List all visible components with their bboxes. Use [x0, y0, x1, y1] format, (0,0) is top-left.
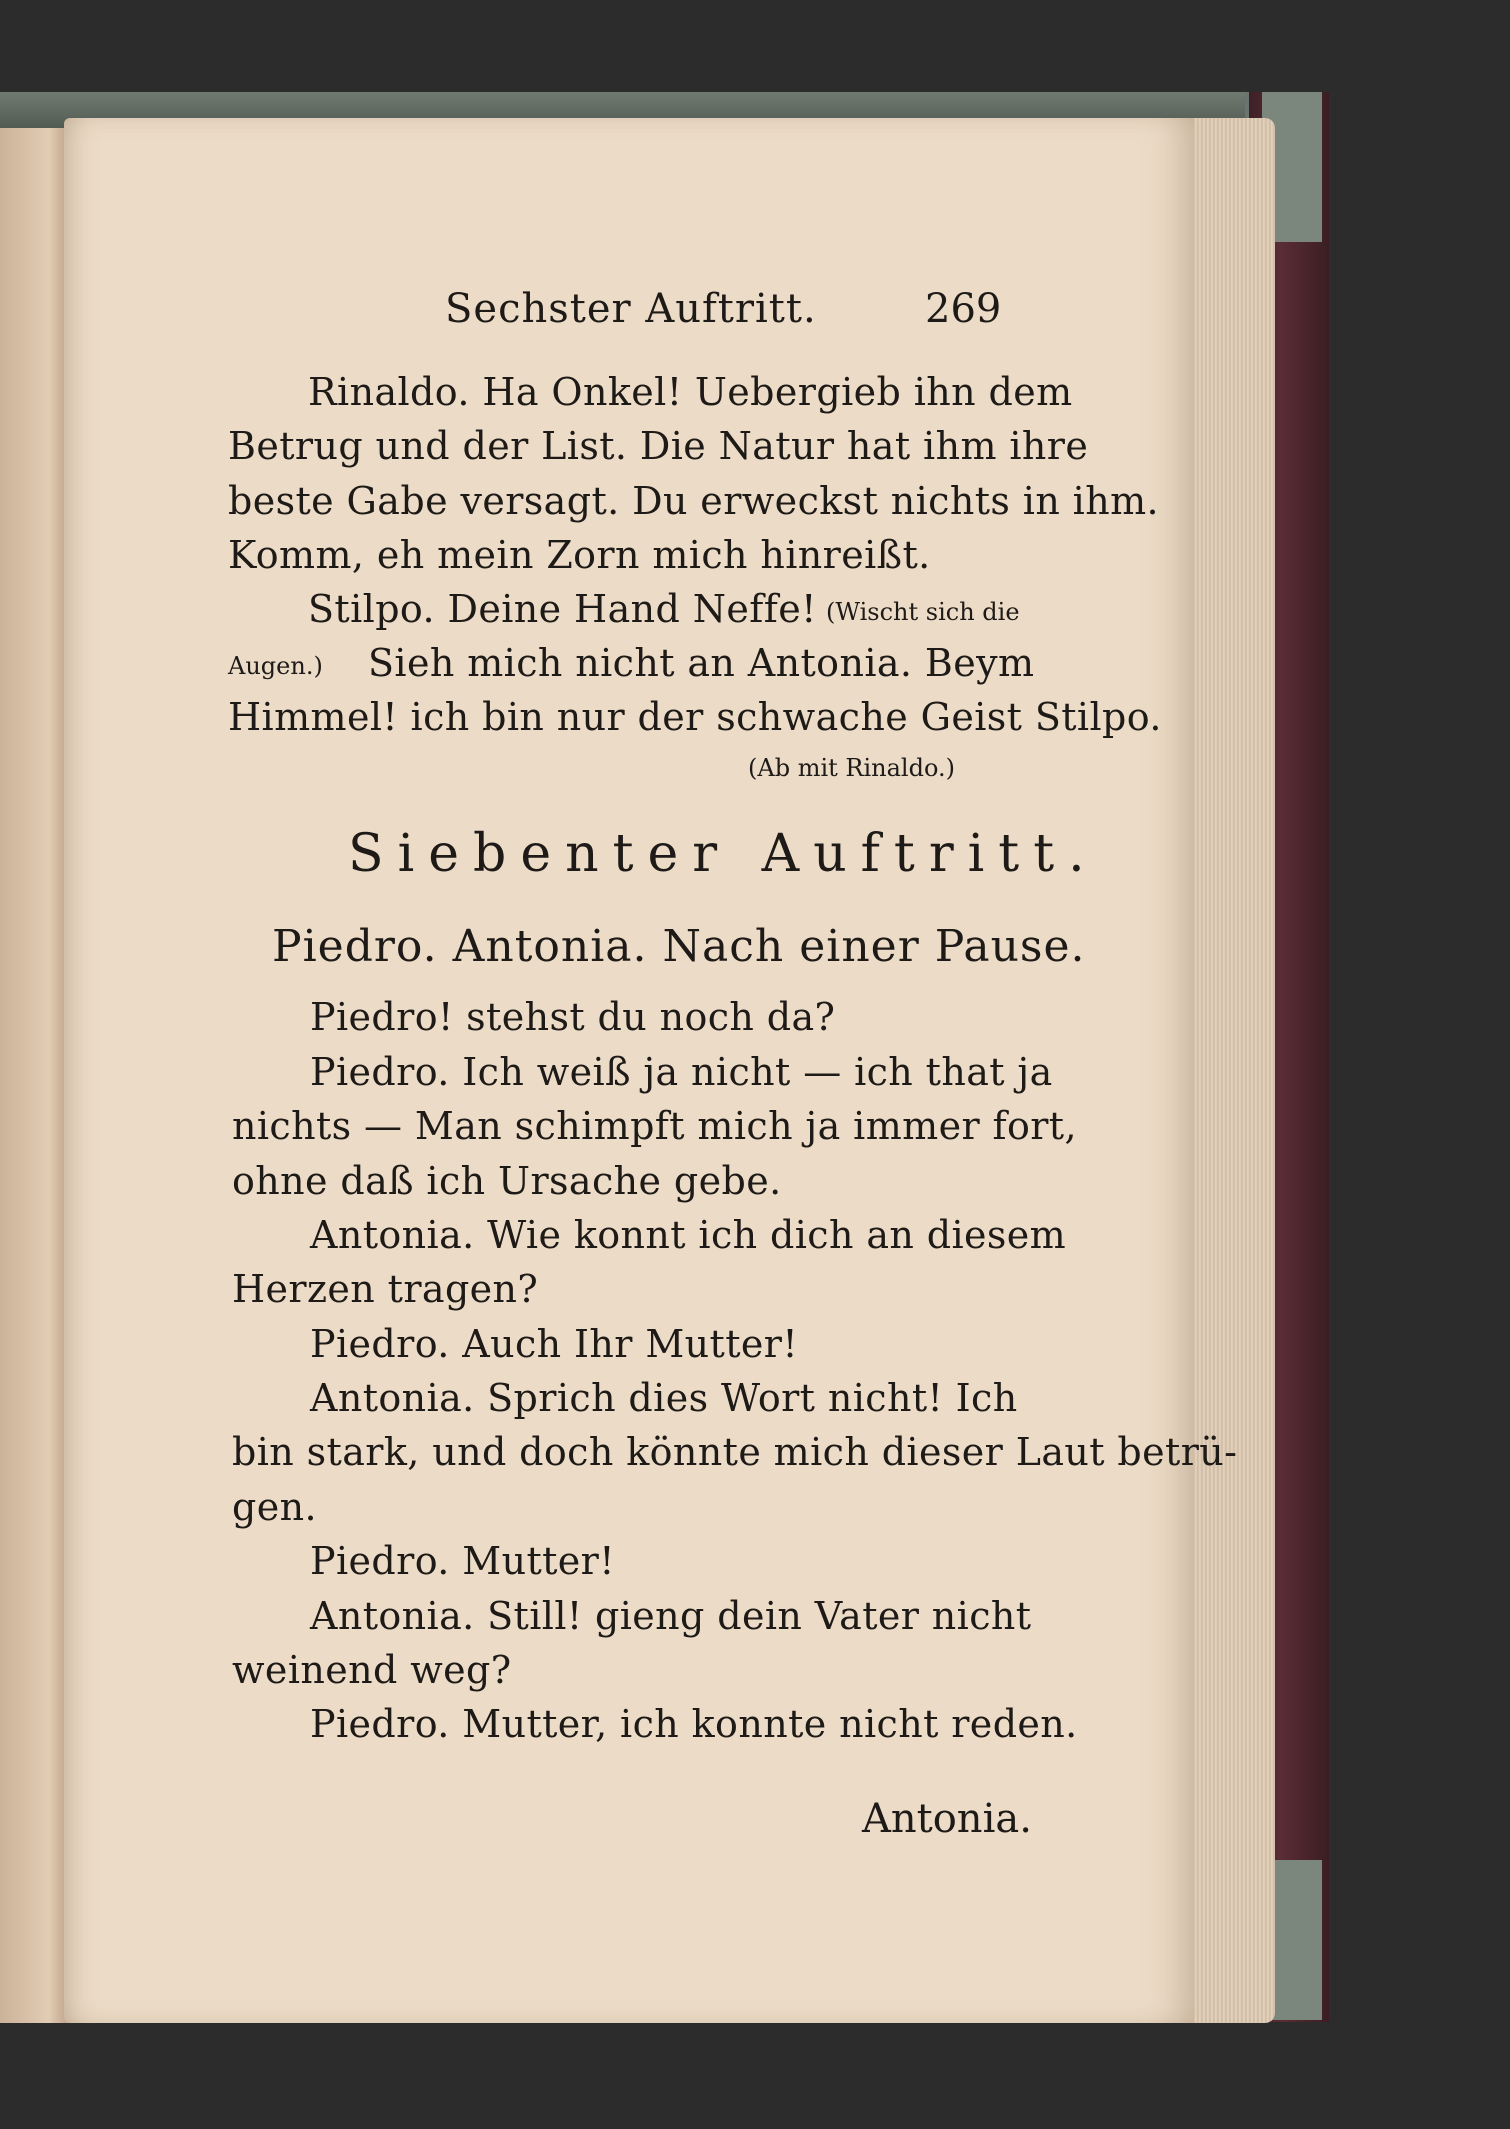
- left-page-edge: [0, 128, 70, 2023]
- catchword: Antonia.: [862, 1796, 1032, 1842]
- dialogue-line: weinend weg?: [232, 1648, 512, 1692]
- dialogue-line: ohne daß ich Ursache gebe.: [232, 1159, 782, 1203]
- dialogue-line: Piedro. Ich weiß ja nicht — ich that ja: [310, 1050, 1053, 1094]
- dialogue-line: Piedro. Auch Ihr Mutter!: [310, 1322, 798, 1366]
- dialogue-line: Herzen tragen?: [232, 1267, 539, 1311]
- cast-line: Piedro. Antonia. Nach einer Pause.: [272, 921, 1086, 972]
- dialogue-line: Antonia. Still! gieng dein Vater nicht: [310, 1594, 1032, 1638]
- dialogue-line: gen.: [232, 1485, 317, 1529]
- dialogue-line: Antonia. Wie konnt ich dich an diesem: [310, 1213, 1067, 1257]
- stage-direction: (Wischt sich die: [826, 598, 1020, 626]
- text-line: Himmel! ich bin nur der schwache Geist Stilpo.: [228, 695, 1162, 739]
- text-line: beste Gabe versagt. Du erweckst nichts in ihm.: [228, 479, 1160, 523]
- dialogue-line: Piedro. Mutter, ich konnte nicht reden.: [310, 1702, 1078, 1746]
- stage-direction: (Ab mit Rinaldo.): [748, 754, 955, 782]
- text-line: Komm, eh mein Zorn mich hinreißt.: [228, 533, 931, 577]
- text-line: Betrug und der List. Die Natur hat ihm ihre: [228, 424, 1089, 468]
- dialogue-line: nichts — Man schimpft mich ja immer fort,: [232, 1104, 1077, 1148]
- dialogue-line: Piedro. Mutter!: [310, 1539, 615, 1583]
- text-line: Rinaldo. Ha Onkel! Uebergieb ihn dem: [308, 370, 1073, 414]
- page-block-edge: [1180, 118, 1275, 2023]
- stage-direction: Augen.): [228, 652, 323, 680]
- text-line: Sieh mich nicht an Antonia. Beym: [368, 641, 1035, 685]
- text-line: Stilpo. Deine Hand Neffe!: [308, 587, 817, 631]
- dialogue-line: bin stark, und doch könnte mich dieser Laut betrü-: [232, 1430, 1238, 1474]
- dialogue-line: Antonia. Sprich dies Wort nicht! Ich: [310, 1376, 1018, 1420]
- page-number: 269: [925, 286, 1002, 332]
- dialogue-line: Piedro! stehst du noch da?: [310, 995, 836, 1039]
- scene-heading: Siebenter Auftritt.: [348, 824, 1099, 884]
- running-head: Sechster Auftritt.: [445, 286, 817, 332]
